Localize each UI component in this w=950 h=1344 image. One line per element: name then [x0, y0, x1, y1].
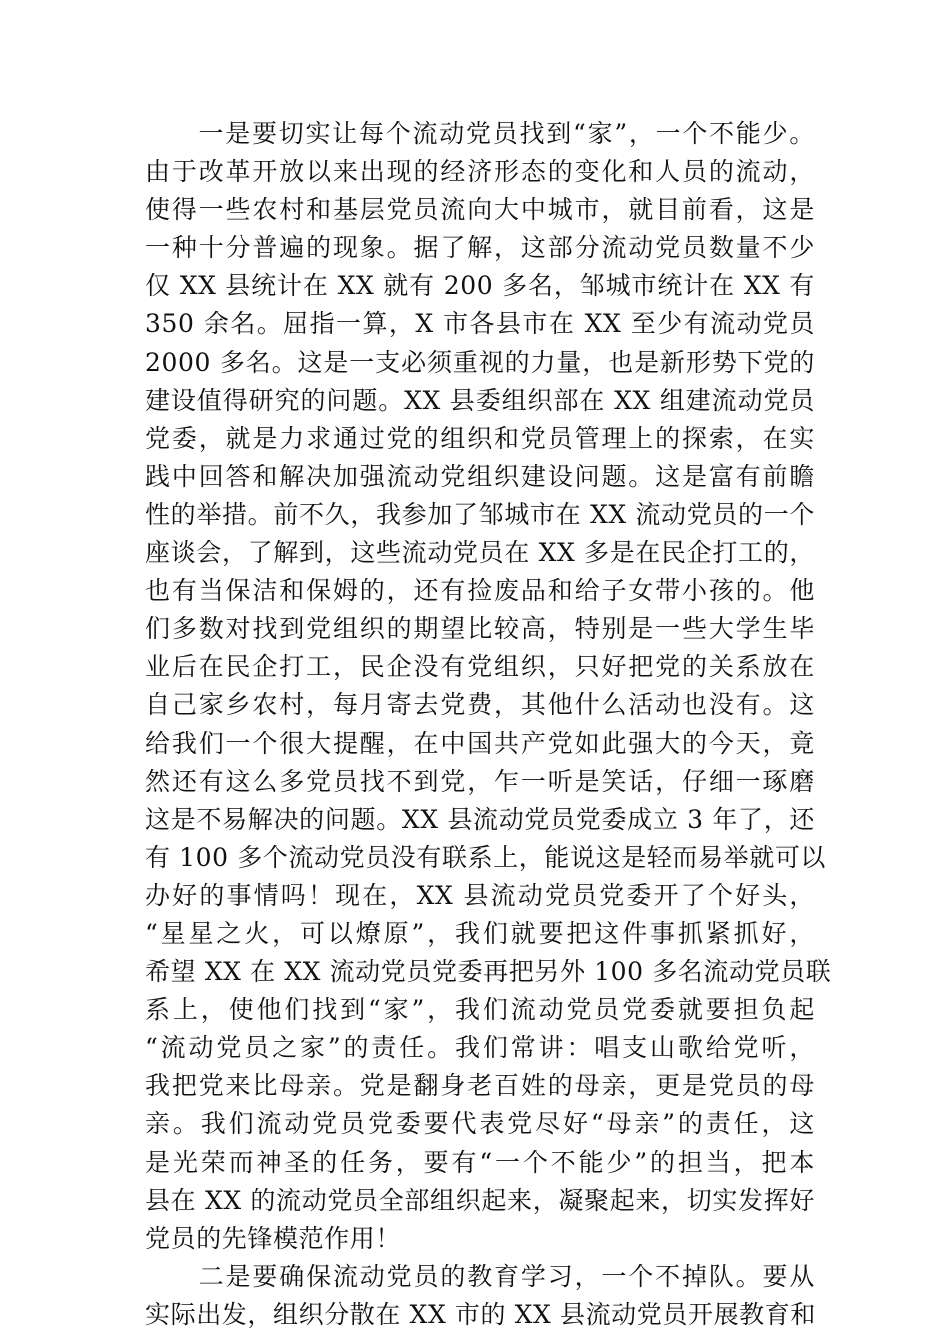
paragraph-1 [145, 115, 832, 1258]
text-line: 自己家乡农村，每月寄去党费，其他什么活动也没有。这 [145, 690, 815, 720]
text-line: 亲。我们流动党员党委要代表党尽好“母亲”的责任，这 [145, 1109, 815, 1139]
text-line: “流动党员之家”的责任。我们常讲：唱支山歌给党听， [145, 1033, 815, 1063]
text-line: 使得一些农村和基层党员流向大中城市，就目前看，这是 [145, 195, 815, 225]
text-line: 有 100 多个流动党员没有联系上，能说这是轻而易举就可以 [145, 842, 827, 872]
text-line: 由于改革开放以来出现的经济形态的变化和人员的流动， [145, 157, 815, 187]
text-line: 然还有这么多党员找不到党，乍一听是笑话，仔细一琢磨 [145, 766, 815, 796]
text-line: 这是不易解决的问题。XX 县流动党员党委成立 3 年了，还 [145, 804, 815, 834]
text-line: 性的举措。前不久，我参加了邹城市在 XX 流动党员的一个 [145, 499, 815, 529]
text-line: 党员的先锋模范作用！ [145, 1223, 402, 1253]
text-line: 也有当保洁和保姆的，还有捡废品和给子女带小孩的。他 [145, 576, 815, 606]
text-line: 办好的事情吗！现在，XX 县流动党员党委开了个好头， [145, 880, 815, 910]
text-line: 二是要确保流动党员的教育学习，一个不掉队。要从 [145, 1261, 815, 1291]
document-body [145, 115, 832, 1334]
text-line: 业后在民企打工，民企没有党组织，只好把党的关系放在 [145, 652, 815, 682]
text-line: 系上，使他们找到“家”，我们流动党员党委就要担负起 [145, 995, 815, 1025]
text-line: 2000 多名。这是一支必须重视的力量，也是新形势下党的 [145, 347, 815, 377]
paragraph-2 [145, 1258, 815, 1334]
text-line: 建设值得研究的问题。XX 县委组织部在 XX 组建流动党员 [145, 385, 815, 415]
text-line: 仅 XX 县统计在 XX 就有 200 多名，邹城市统计在 XX 有 [145, 271, 815, 301]
text-line: 350 余名。屈指一算，X 市各县市在 XX 至少有流动党员 [145, 309, 815, 339]
text-line: 一种十分普遍的现象。据了解，这部分流动党员数量不少 [145, 233, 815, 263]
text-line: 希望 XX 在 XX 流动党员党委再把另外 100 多名流动党员联 [145, 957, 832, 987]
text-line: 党委，就是力求通过党的组织和党员管理上的探索，在实 [145, 423, 815, 453]
text-line: 们多数对找到党组织的期望比较高，特别是一些大学生毕 [145, 614, 815, 644]
text-line: 践中回答和解决加强流动党组织建设问题。这是富有前瞻 [145, 461, 815, 491]
text-line: 一是要切实让每个流动党员找到“家”，一个不能少。 [145, 119, 815, 148]
text-line: 座谈会，了解到，这些流动党员在 XX 多是在民企打工的， [145, 538, 815, 568]
text-line: “星星之火，可以燎原”，我们就要把这件事抓紧抓好， [145, 918, 815, 948]
text-line: 是光荣而神圣的任务，要有“一个不能少”的担当，把本 [145, 1147, 815, 1177]
text-line: 给我们一个很大提醒，在中国共产党如此强大的今天，竟 [145, 728, 815, 758]
text-line: 县在 XX 的流动党员全部组织起来，凝聚起来，切实发挥好 [145, 1185, 815, 1215]
text-line: 实际出发，组织分散在 XX 市的 XX 县流动党员开展教育和 [145, 1299, 816, 1329]
text-line: 我把党来比母亲。党是翻身老百姓的母亲，更是党员的母 [145, 1071, 815, 1101]
